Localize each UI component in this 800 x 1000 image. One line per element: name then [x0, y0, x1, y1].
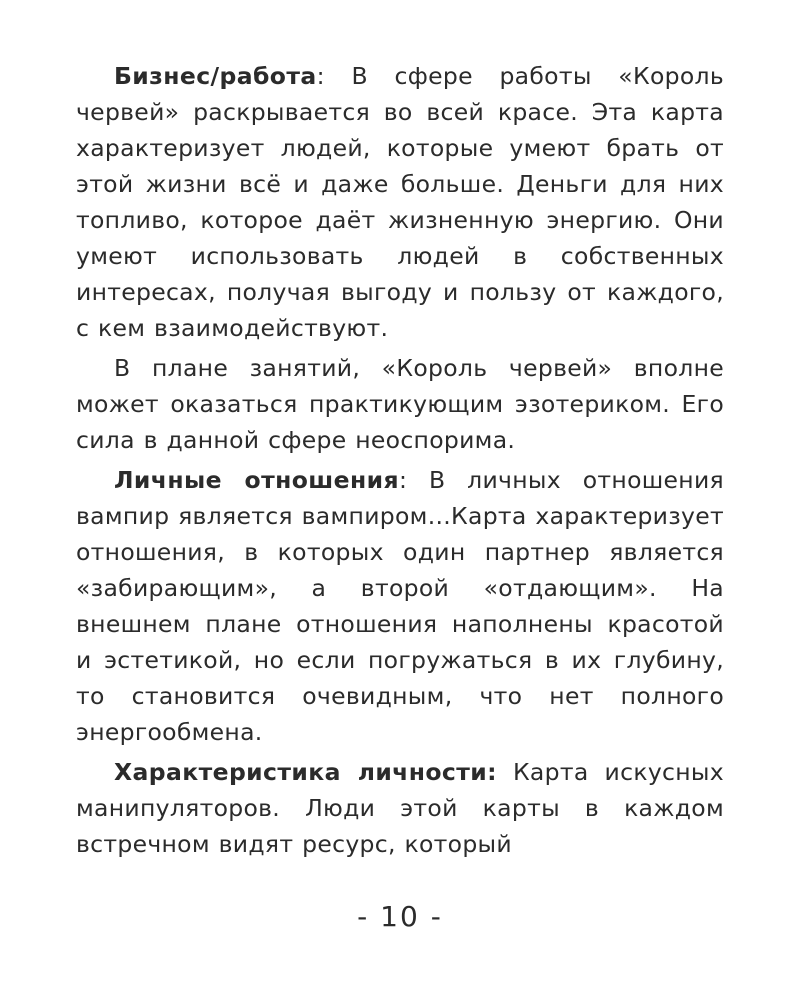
paragraph-personality-text: Карта искусных манипуляторов. Люди этой карты в каждом встречном видят ресурс, который: [76, 758, 724, 858]
paragraph-business-text: В сфере работы «Король червей» раскрывается во всей красе. Эта карта характеризует людей, которые умеют брать от этой жизни всё и даже больше. Деньги для них топливо, которое даёт жизненную энергию. Они умеют использовать людей в собственных интересах, получая выгоду и пользу от каждого, с кем взаимодействуют.: [76, 62, 724, 342]
paragraph-occupation-text: В плане занятий, «Король червей» вполне может оказаться практикующим эзотериком. Его сила в данной сфере неоспорима.: [76, 354, 724, 454]
paragraph-business: [76, 58, 724, 346]
paragraph-personality-heading: Характеристика личности:: [114, 758, 497, 786]
paragraph-relationships-separator: :: [398, 466, 429, 494]
paragraph-personality: [76, 754, 724, 862]
paragraph-relationships: [76, 462, 724, 750]
paragraph-personality-separator: [497, 758, 513, 786]
page-number: - 10 -: [357, 900, 443, 933]
paragraph-relationships-text: В личных отношения вампир является вампиром...Карта характеризует отношения, в которых один партнер является «забирающим», а второй «отдающим». На внешнем плане отношения наполнены красотой и эстетикой, но если погружаться в их глубину, то становится очевидным, что нет полного энергообмена.: [76, 466, 724, 746]
paragraph-occupation: [76, 350, 724, 458]
paragraph-business-heading: Бизнес/работа: [114, 62, 317, 90]
page-body: [76, 58, 724, 862]
paragraph-relationships-heading: Личные отношения: [114, 466, 399, 494]
paragraph-business-separator: :: [316, 62, 352, 90]
